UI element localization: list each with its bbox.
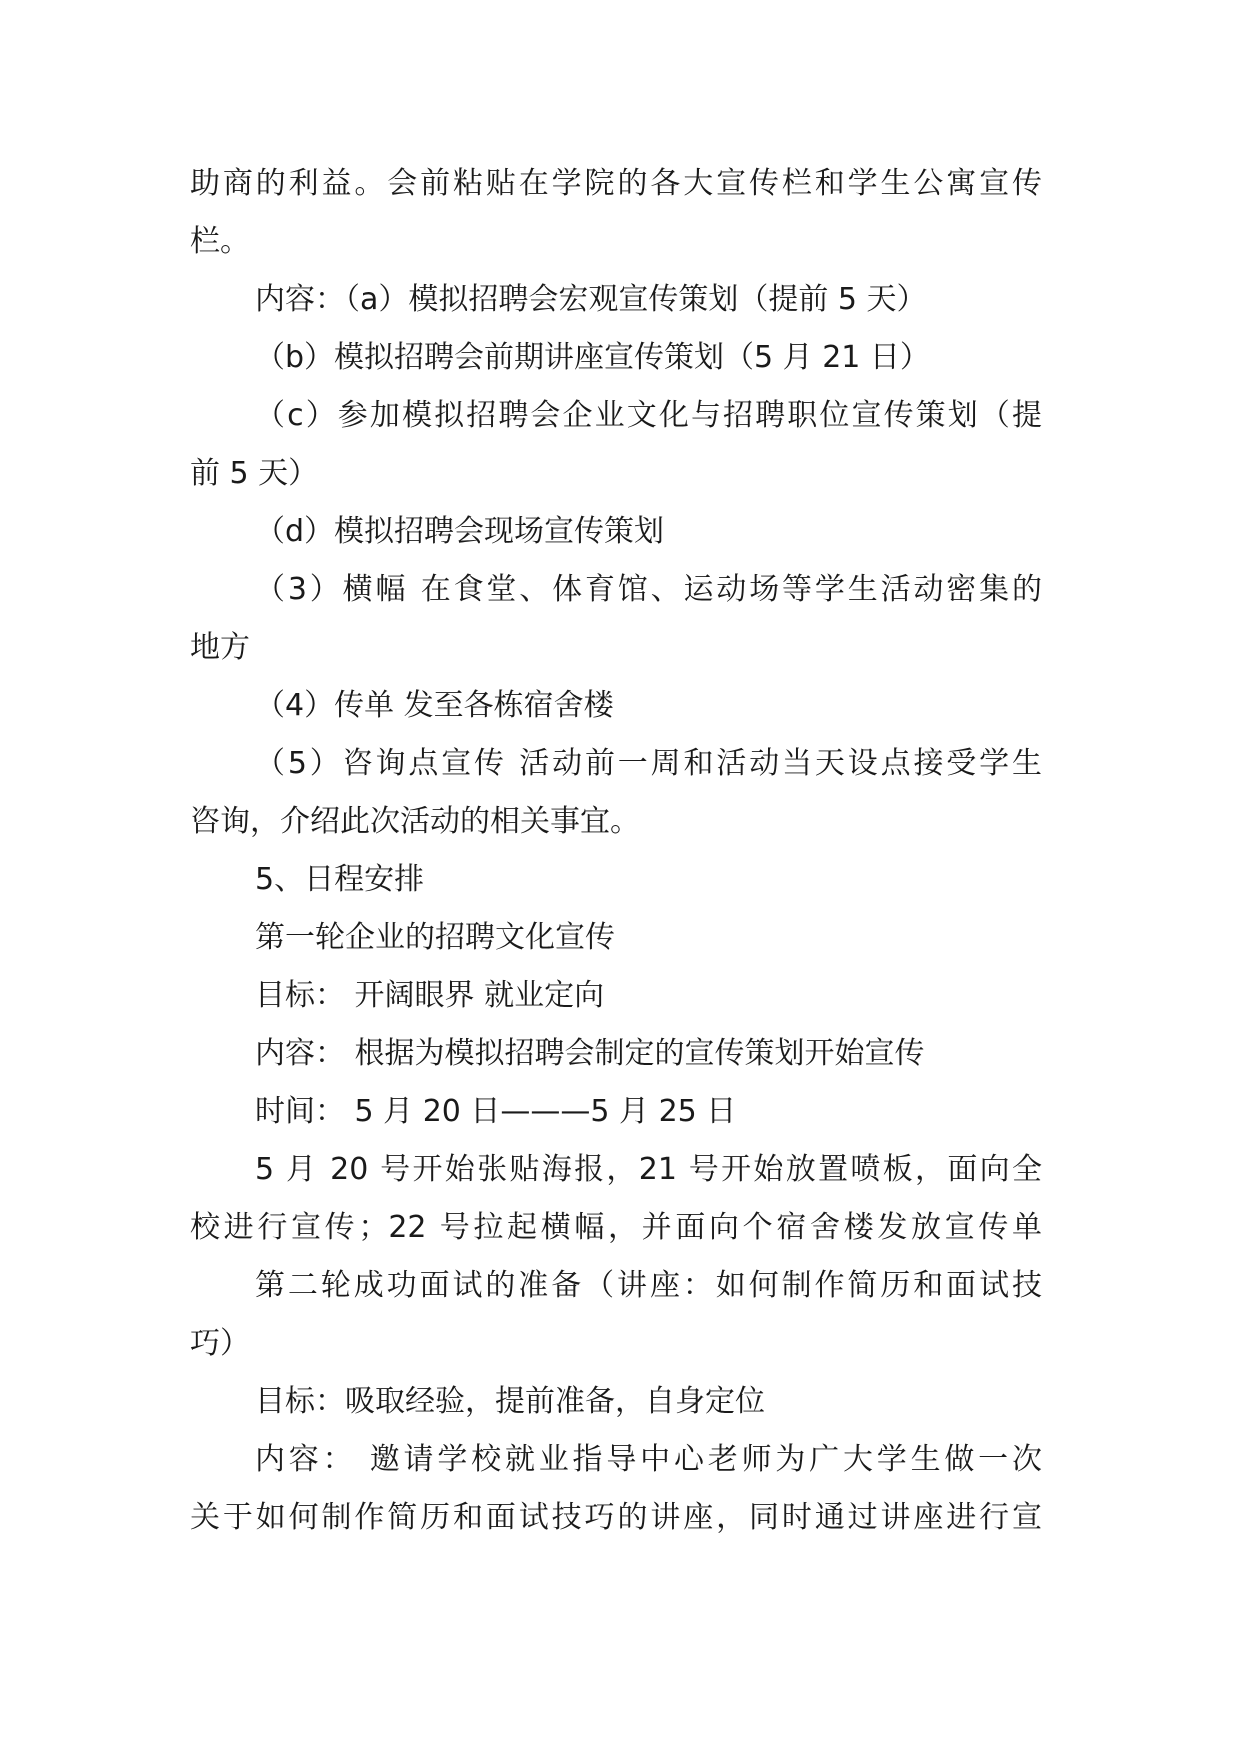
body-line: 巧） [190, 1326, 250, 1361]
body-line: 助商的利益。会前粘贴在学院的各大宣传栏和学生公寓宣传 [190, 166, 1042, 201]
body-line: 关于如何制作简历和面试技巧的讲座，同时通过讲座进行宣 [190, 1500, 1042, 1535]
body-line: （c）参加模拟招聘会企业文化与招聘职位宣传策划（提 [255, 398, 1042, 433]
body-line: 目标： 开阔眼界 就业定向 [255, 978, 605, 1013]
body-line: 地方 [190, 630, 250, 665]
body-line: 时间： 5 月 20 日———5 月 25 日 [255, 1094, 737, 1129]
body-line: 栏。 [190, 224, 250, 259]
body-line: 5 月 20 号开始张贴海报，21 号开始放置喷板，面向全 [255, 1152, 1042, 1187]
body-line: 目标：吸取经验，提前准备，自身定位 [255, 1384, 765, 1419]
body-line: 内容： 邀请学校就业指导中心老师为广大学生做一次 [255, 1442, 1042, 1477]
body-line: 第二轮成功面试的准备（讲座：如何制作简历和面试技 [255, 1268, 1042, 1303]
body-line: 第一轮企业的招聘文化宣传 [255, 920, 615, 955]
body-line: （4）传单 发至各栋宿舍楼 [255, 688, 614, 723]
body-line: （d）模拟招聘会现场宣传策划 [255, 514, 665, 549]
body-line: （5）咨询点宣传 活动前一周和活动当天设点接受学生 [255, 746, 1042, 781]
body-line: 内容：（a）模拟招聘会宏观宣传策划（提前 5 天） [255, 282, 927, 317]
body-line: （b）模拟招聘会前期讲座宣传策划（5 月 21 日） [255, 340, 930, 375]
body-line: 校进行宣传；22 号拉起横幅，并面向个宿舍楼发放宣传单 [190, 1210, 1042, 1245]
body-line: 前 5 天） [190, 456, 319, 491]
body-line: 内容： 根据为模拟招聘会制定的宣传策划开始宣传 [255, 1036, 925, 1071]
body-line: （3）横幅 在食堂、体育馆、运动场等学生活动密集的 [255, 572, 1042, 607]
body-line: 咨询，介绍此次活动的相关事宜。 [190, 804, 640, 839]
section-heading: 5、日程安排 [255, 862, 425, 897]
